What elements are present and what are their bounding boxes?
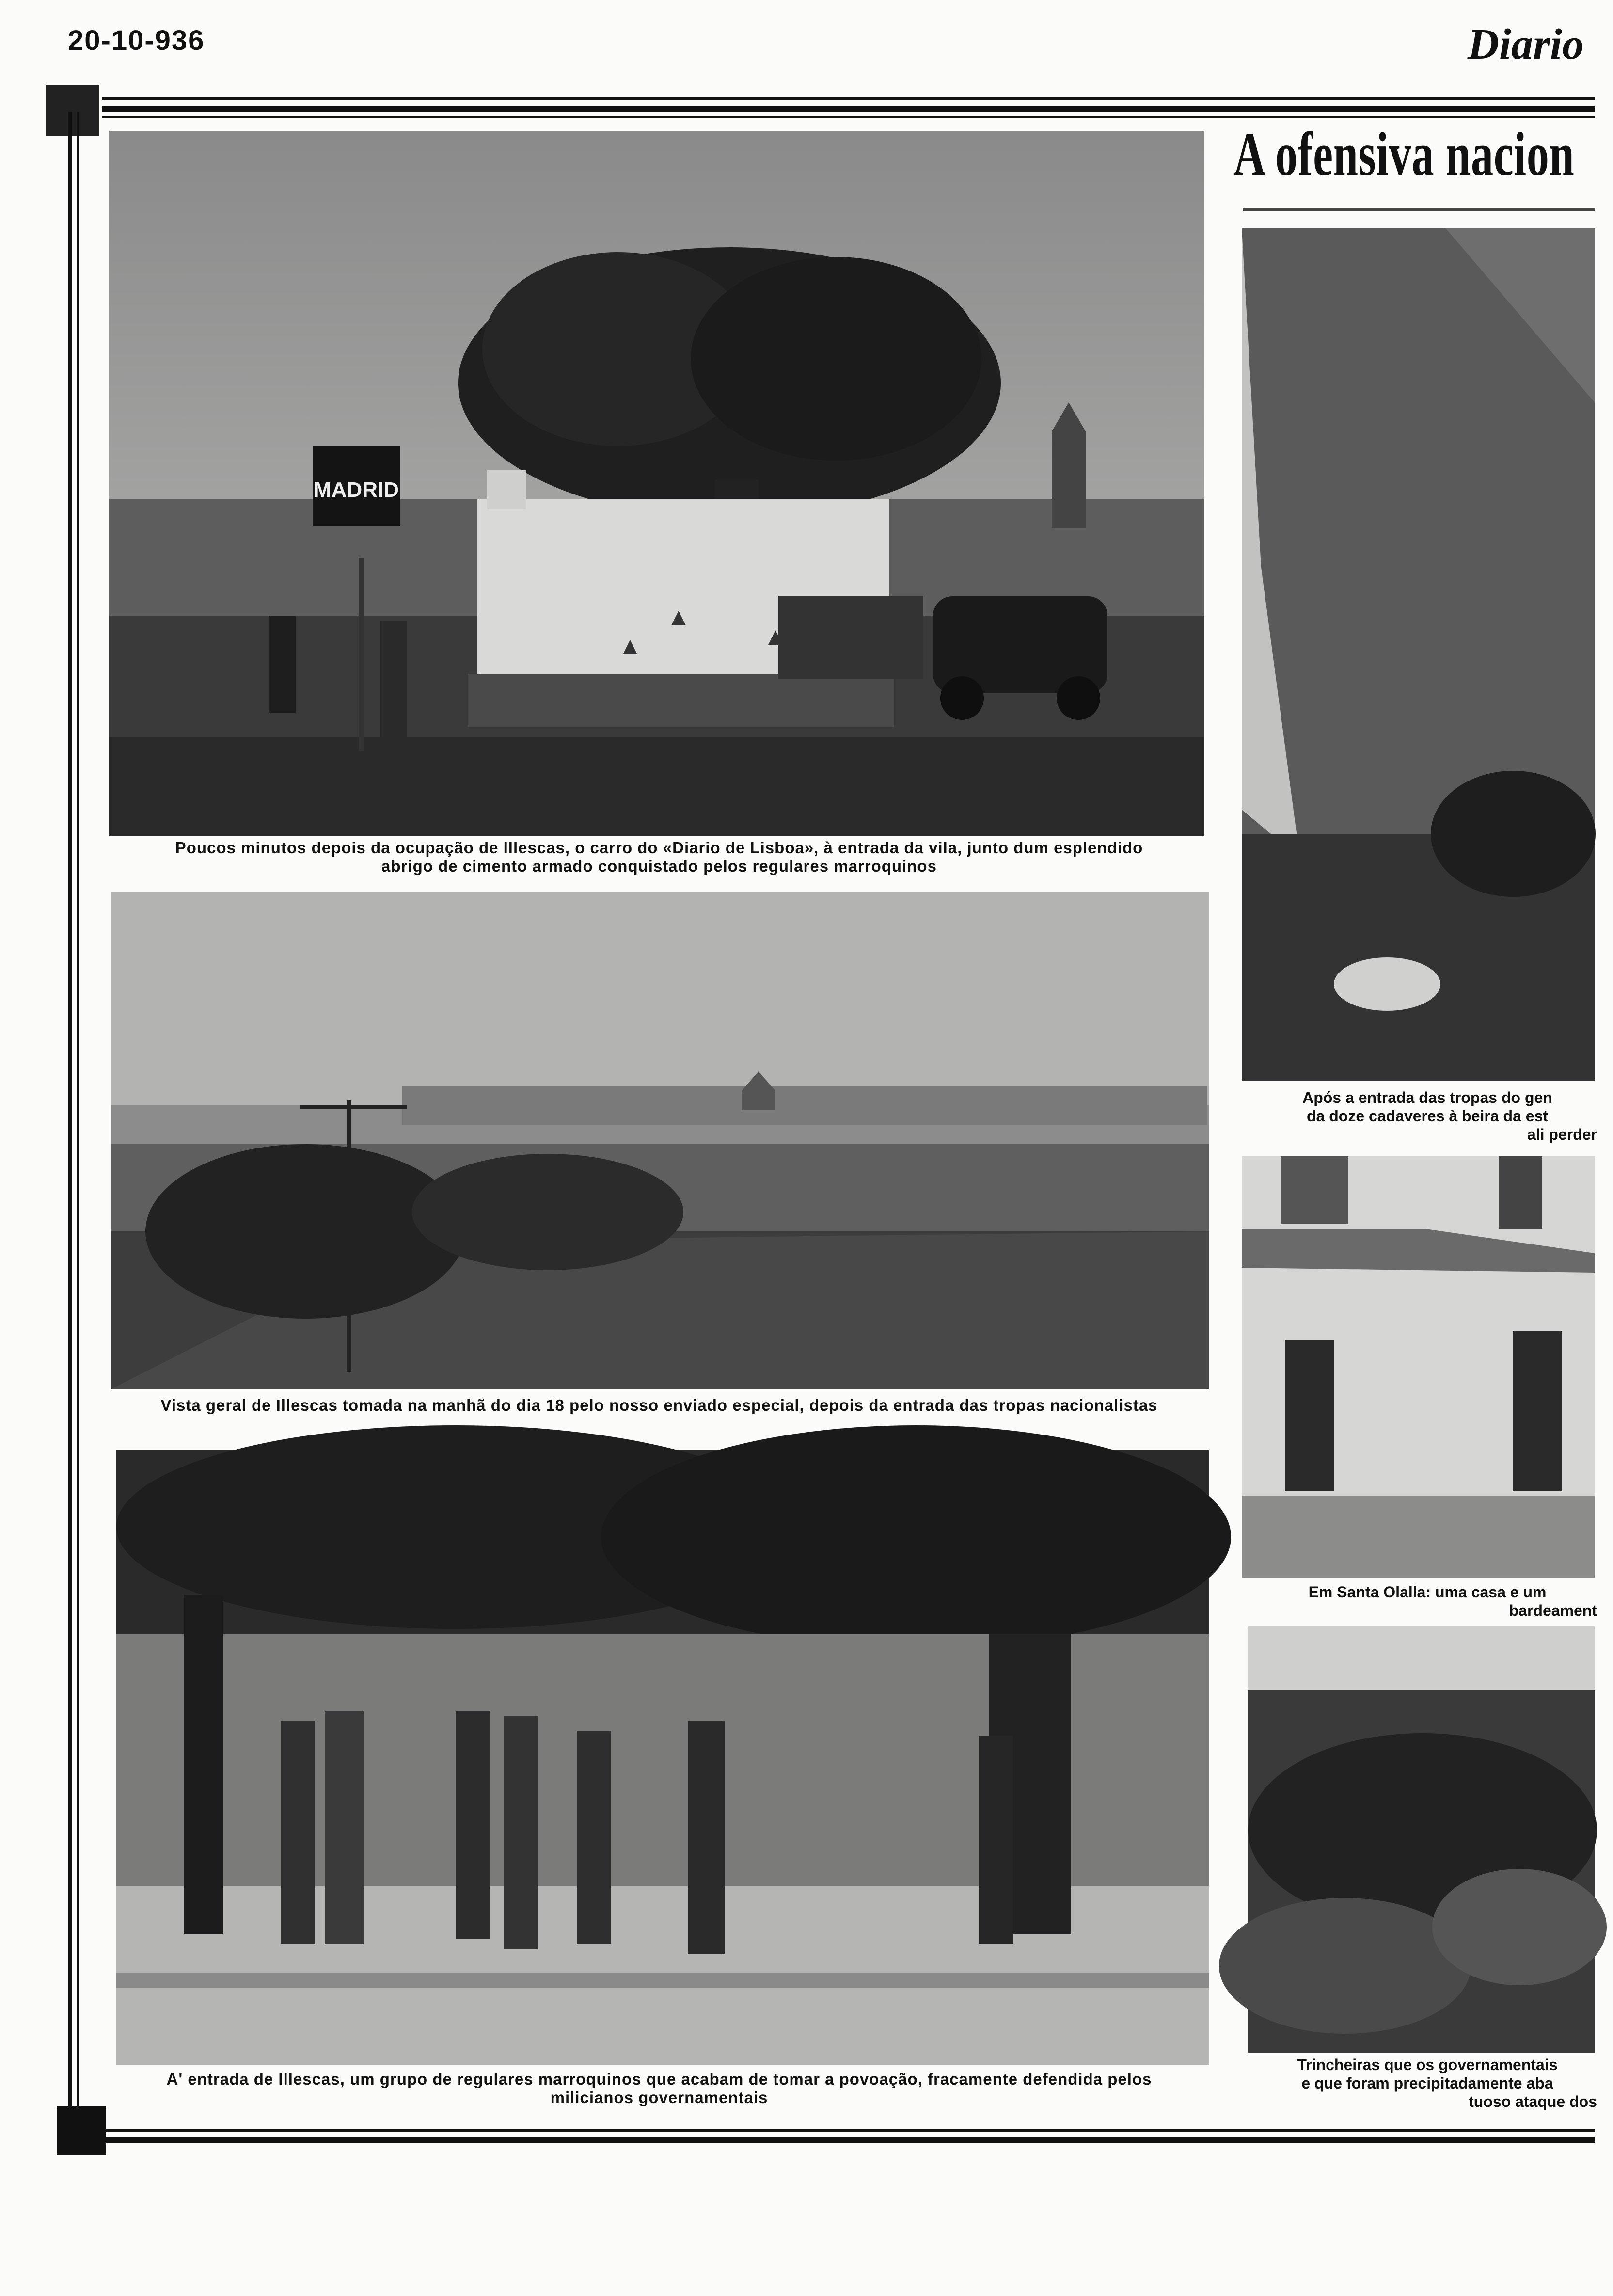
right-headline-underline xyxy=(1243,208,1595,211)
photo-right-3-image xyxy=(1248,1626,1595,2053)
photo-right-2-image xyxy=(1242,1156,1595,1578)
issue-date: 20-10-936 xyxy=(68,25,205,56)
right-caption-1-line-1: Após a entrada das tropas do gen xyxy=(1302,1089,1552,1106)
photo-caption-1: Poucos minutos depois da ocupação de Illescas, o carro do «Diario de Lisboa», à entrada da vila, junto dum esplendido abrigo de cimento armado conquistado pelos regulares marroquinos xyxy=(175,839,1143,875)
photo-illescas-panorama xyxy=(111,892,1209,1389)
photo-caption-2: Vista geral de Illescas tomada na manhã do dia 18 pelo nosso enviado especial, depois da entrada das tropas nacionalistas xyxy=(160,1396,1158,1414)
left-rule-thin xyxy=(77,112,79,2109)
photo-right-1 xyxy=(1242,228,1595,1081)
photo-right-3 xyxy=(1248,1626,1595,2053)
left-rule-thick xyxy=(68,112,72,2109)
photo-right-2 xyxy=(1242,1156,1595,1578)
right-caption-1-line-3: ali perder xyxy=(1527,1126,1597,1143)
right-column-headline: A ofensiva nacion xyxy=(1233,120,1575,189)
right-headline-clip xyxy=(1233,119,1595,189)
corner-ornament-top xyxy=(46,85,99,136)
photo-right-1-image xyxy=(1242,228,1595,1081)
top-rule-thick xyxy=(102,106,1595,112)
right-caption-3-line-1: Trincheiras que os governamentais xyxy=(1297,2056,1558,2073)
right-caption-2 xyxy=(1258,1583,1597,1620)
bottom-rule-thick xyxy=(102,2137,1595,2143)
top-rule-thin-lower xyxy=(102,116,1595,118)
masthead-title: Diario xyxy=(1467,20,1584,68)
photo-illescas-car xyxy=(109,131,1204,836)
right-caption-2-line-1: Em Santa Olalla: uma casa e um xyxy=(1308,1583,1547,1601)
right-caption-3 xyxy=(1258,2056,1597,2111)
right-caption-2-line-2: bardeament xyxy=(1509,1602,1597,1619)
photo-illescas-panorama-image xyxy=(111,892,1209,1389)
right-caption-3-line-2: e que foram precipitadamente aba xyxy=(1301,2074,1553,2092)
photo-moroccan-regulars-image xyxy=(116,1450,1209,2065)
bottom-rule-thin xyxy=(102,2129,1595,2132)
right-caption-1-line-2: da doze cadaveres à beira da est xyxy=(1306,1107,1549,1125)
madrid-sign-text: MADRID xyxy=(314,478,399,502)
right-caption-1 xyxy=(1258,1088,1597,1144)
photo-caption-3: A' entrada de Illescas, um grupo de regulares marroquinos que acabam de tomar a povoação, fracamente defendida pelos milicianos governamentais xyxy=(166,2070,1152,2106)
top-rule-thin xyxy=(102,97,1595,100)
corner-ornament-bottom xyxy=(57,2106,106,2155)
photo-moroccan-regulars xyxy=(116,1450,1209,2065)
right-caption-3-line-3: tuoso ataque dos xyxy=(1469,2093,1597,2110)
photo-illescas-car-image xyxy=(109,131,1204,836)
